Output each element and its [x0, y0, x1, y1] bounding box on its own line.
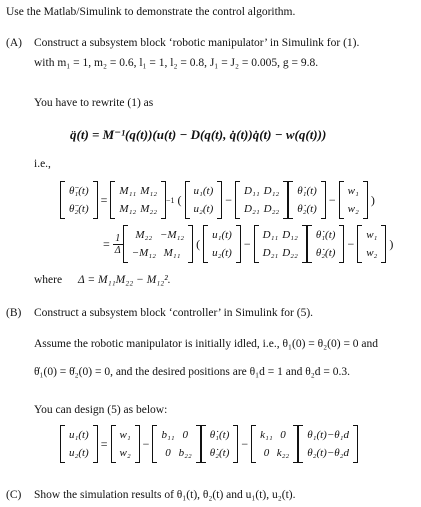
part-b-design: You can design (5) as below: — [34, 404, 168, 416]
part-b-assume-2: θ̇₁(0) = θ̇₂(0) = 0, and the desired positions are θ₁d = 1 and θ₂d = 0.3. — [34, 366, 350, 378]
ie-label: i.e., — [34, 158, 51, 170]
part-b-text: Construct a subsystem block ‘controller’ in Simulink for (5). — [34, 307, 314, 319]
matrix-equation-inverse: = $\frac{1}{\Delta}$ M₂₂ −M₁₂ −M₁₂ M₁₁ ( u₁(t) u₂(t) − D₁₁ D₁₂ D₂₁ D₂₂ θ̇₁(t) θ̇₂(t) − w₁ w₂ ) — [100, 224, 396, 264]
part-a-label: (A) — [6, 37, 22, 49]
part-c-text: Show the simulation results of θ₁(t), θ₂(t) and u₁(t), u₂(t). — [34, 489, 296, 501]
matrix-equation-expanded: θ̈₁(t) θ̈₂(t) = M₁₁ M₁₂ M₁₂ M₂₂ −1 ( u₁(t) u₂(t) − D₁₁ D₁₂ D₂₁ D₂₂ θ̇₁(t) θ̇₂(t) − w₁ w₂ ) — [60, 180, 378, 220]
part-a-rewrite: You have to rewrite (1) as — [34, 97, 154, 109]
part-b-label: (B) — [6, 307, 22, 319]
controller-equation: u₁(t) u₂(t) = w₁ w₂ − b₁₁ 0 0 b₂₂ θ̇₁(t) θ̇₂(t) − k₁₁ 0 0 k₂₂ θ₁(t)−θ₁d θ₂(t)−θ₂d — [60, 424, 358, 464]
delta-definition: Δ = M₁₁M₂₂ − M₁₂². — [78, 274, 171, 286]
part-b-assume-1: Assume the robotic manipulator is initially idled, i.e., θ₁(0) = θ₂(0) = 0 and — [34, 338, 379, 350]
intro-text: Use the Matlab/Simulink to demonstrate the control algorithm. — [6, 6, 296, 18]
part-a-params: with m₁ = 1, m₂ = 0.6, l₁ = 1, l₂ = 0.8, J₁ = J₂ = 0.005, g = 9.8. — [34, 57, 319, 69]
part-a-text: Construct a subsystem block ‘robotic manipulator’ in Simulink for (1). — [34, 37, 360, 49]
where-label: where — [34, 274, 63, 286]
equation-1: q̈(t) = M⁻¹(q(t))(u(t) − D(q(t), q̇(t))q̇(t) − w(q(t))) — [70, 127, 327, 142]
part-c-label: (C) — [6, 489, 22, 501]
